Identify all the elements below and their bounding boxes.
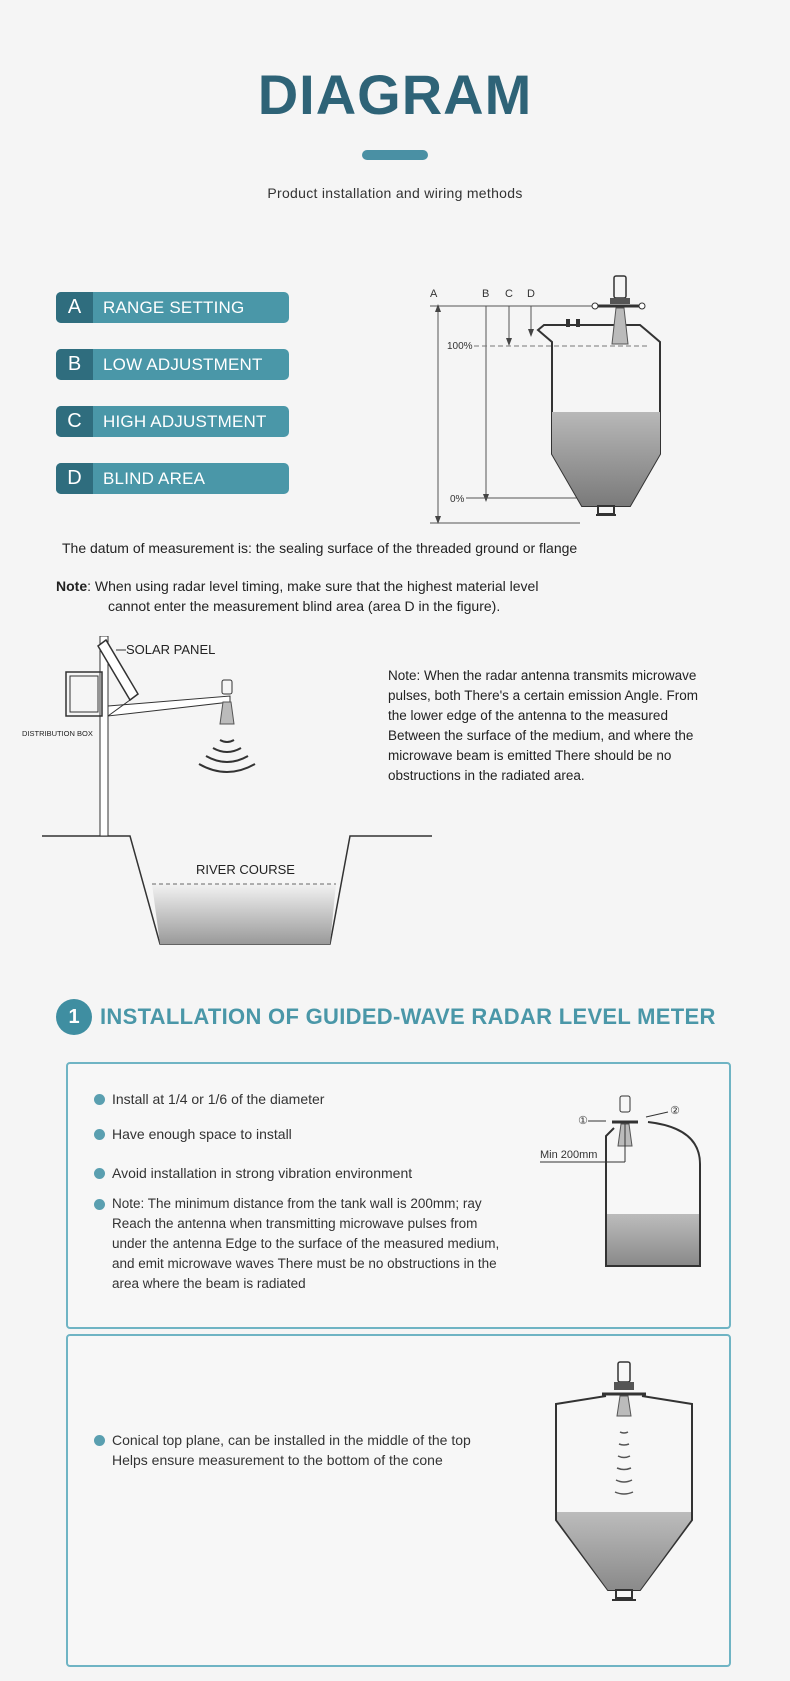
- bullet-text: Install at 1/4 or 1/6 of the diameter: [112, 1091, 325, 1107]
- legend-label: RANGE SETTING: [103, 297, 245, 317]
- min-distance-label: Min 200mm: [540, 1149, 598, 1161]
- legend-item-d: [56, 463, 289, 494]
- side-note-line: pulses, both There's a certain emission Angle. From: [388, 688, 698, 703]
- note-line-2: cannot enter the measurement blind area (area D in the figure).: [108, 598, 501, 614]
- bullet-note: [94, 1194, 534, 1294]
- note-label: Note: [56, 578, 88, 594]
- bullet-dot-icon: [94, 1094, 105, 1105]
- circle-label-2: ②: [670, 1105, 680, 1117]
- installation-panel-1: [66, 1062, 731, 1329]
- bullet-text: Conical top plane, can be installed in the middle of the top: [112, 1432, 471, 1448]
- side-note-line: Note: When the radar antenna transmits microwave: [388, 668, 697, 683]
- side-note-line: obstructions in the radiated area.: [388, 768, 585, 783]
- marker-b: B: [482, 288, 490, 300]
- river-course-label: RIVER COURSE: [196, 862, 295, 877]
- legend-item-c: [56, 406, 289, 437]
- note-line: Reach the antenna when transmitting microwave pulses from: [112, 1216, 478, 1231]
- solar-panel-label: SOLAR PANEL: [126, 642, 216, 657]
- side-note-line: microwave beam is emitted There should be no: [388, 748, 672, 763]
- river-installation-diagram: [20, 636, 440, 948]
- bullet-dot-icon: [94, 1129, 105, 1140]
- distribution-box-label: DISTRIBUTION BOX: [22, 729, 93, 738]
- page-subtitle: Product installation and wiring methods: [267, 185, 523, 201]
- marker-a: A: [430, 288, 438, 300]
- bullet-text: Helps ensure measurement to the bottom of the cone: [112, 1452, 443, 1468]
- section-number-badge: 1: [56, 999, 92, 1035]
- legend-item-a: [56, 292, 289, 323]
- level-100-label: 100%: [447, 341, 473, 352]
- bullet-item: [94, 1124, 292, 1144]
- title-underline: [362, 150, 428, 160]
- note-line-1: When using radar level timing, make sure that the highest material level: [94, 578, 539, 594]
- note-line: Note: The minimum distance from the tank wall is 200mm; ray: [112, 1196, 482, 1211]
- section-heading: [56, 999, 716, 1035]
- note-block: Note: When using radar level timing, make sure that the highest material level: [56, 578, 539, 594]
- note-line: area where the beam is radiated: [112, 1276, 306, 1291]
- bullet-item: [94, 1430, 534, 1470]
- conical-tank-diagram: [548, 1360, 698, 1650]
- level-0-label: 0%: [450, 494, 465, 505]
- legend-letter: B: [56, 349, 93, 380]
- marker-d: D: [527, 288, 535, 300]
- side-note-line: Between the surface of the medium, and where the: [388, 728, 694, 743]
- note-line: and emit microwave waves There must be no obstructions in the: [112, 1256, 497, 1271]
- bullet-dot-icon: [94, 1435, 105, 1446]
- legend-letter: D: [56, 463, 93, 494]
- datum-text: The datum of measurement is: the sealing surface of the threaded ground or flange: [62, 540, 578, 556]
- legend-label: BLIND AREA: [103, 468, 206, 488]
- legend-label: LOW ADJUSTMENT: [103, 354, 263, 374]
- bullet-item: [94, 1089, 324, 1109]
- tank-wall-distance-diagram: [510, 1084, 710, 1269]
- bullet-dot-icon: [94, 1168, 105, 1179]
- bullet-dot-icon: [94, 1199, 105, 1210]
- legend-item-b: [56, 349, 289, 380]
- circle-label-1: ①: [578, 1115, 588, 1127]
- bullet-item: [94, 1163, 412, 1183]
- legend-letter: C: [56, 406, 93, 437]
- bullet-text: Avoid installation in strong vibration environment: [112, 1165, 413, 1181]
- side-note-line: the lower edge of the antenna to the measured: [388, 708, 668, 723]
- legend-letter: A: [56, 292, 93, 323]
- note-line: under the antenna Edge to the surface of the measured medium,: [112, 1236, 500, 1251]
- tank-measurement-diagram: [430, 272, 690, 537]
- section-title: INSTALLATION OF GUIDED-WAVE RADAR LEVEL METER: [100, 1004, 716, 1029]
- installation-panel-2: [66, 1334, 731, 1667]
- page-title: DIAGRAM: [257, 63, 533, 126]
- emission-angle-note: [388, 666, 748, 786]
- legend-label: HIGH ADJUSTMENT: [103, 411, 267, 431]
- bullet-text: Have enough space to install: [112, 1126, 292, 1142]
- marker-c: C: [505, 288, 513, 300]
